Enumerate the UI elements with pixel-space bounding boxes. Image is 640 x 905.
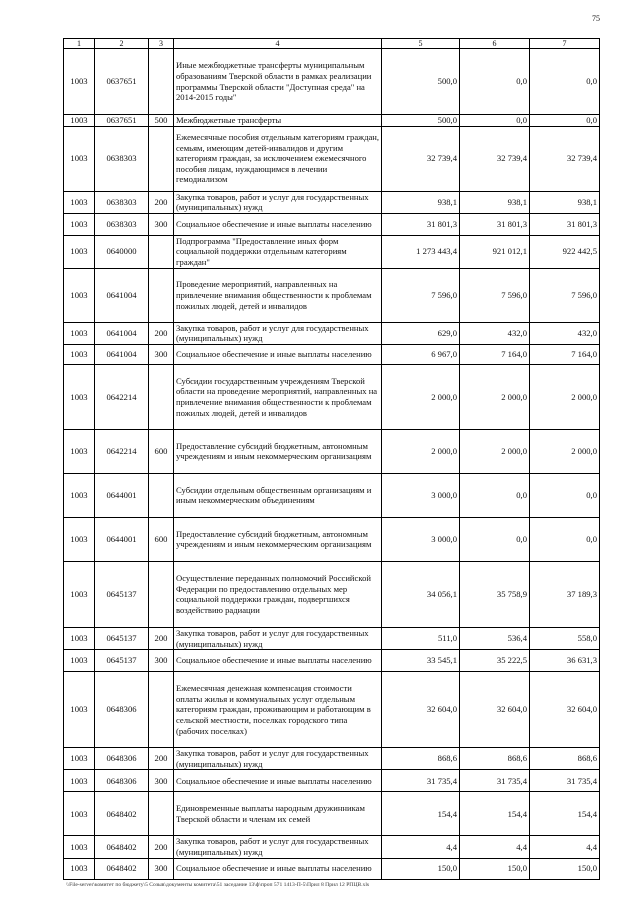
amount-col6-cell: 4,4 xyxy=(460,836,530,858)
amount-col7-cell: 4,4 xyxy=(530,836,600,858)
budget-table-body xyxy=(64,39,600,880)
description-cell: Социальное обеспечение и иные выплаты населению xyxy=(174,858,382,879)
description-cell: Субсидии государственным учреждениям Тверской области на проведение мероприятий, направленных на привлечение внимания общественности к проблемам пожилых людей, детей и инвалидов xyxy=(174,364,382,429)
amount-col6-cell: 154,4 xyxy=(460,792,530,836)
expense-type-cell: 200 xyxy=(149,191,174,213)
expense-type-cell: 300 xyxy=(149,650,174,672)
amount-col7-cell: 0,0 xyxy=(530,473,600,517)
amount-col5-cell: 6 967,0 xyxy=(382,344,460,364)
amount-col6-cell: 150,0 xyxy=(460,858,530,879)
budget-table xyxy=(63,38,600,880)
footer-file-path: \\File-server\комитет по бюджету\5 Созыв\документы комитета\51 заседание 13\ф\проп 571 1413-П-5\Прил 8 Прил 12 РПЦВ.xls xyxy=(66,882,370,888)
table-row xyxy=(64,836,600,858)
target-code-cell: 0648402 xyxy=(95,792,149,836)
amount-col7-cell: 558,0 xyxy=(530,627,600,649)
target-code-cell: 0648306 xyxy=(95,672,149,748)
table-row xyxy=(64,627,600,649)
section-code-cell: 1003 xyxy=(64,650,95,672)
section-code-cell: 1003 xyxy=(64,49,95,115)
description-cell: Закупка товаров, работ и услуг для государственных (муниципальных) нужд xyxy=(174,627,382,649)
section-code-cell: 1003 xyxy=(64,858,95,879)
table-row xyxy=(64,672,600,748)
amount-col5-cell: 938,1 xyxy=(382,191,460,213)
amount-col6-cell: 536,4 xyxy=(460,627,530,649)
expense-type-cell xyxy=(149,268,174,322)
amount-col6-cell: 32 739,4 xyxy=(460,126,530,191)
table-row xyxy=(64,517,600,561)
table-header-row xyxy=(64,39,600,49)
expense-type-cell xyxy=(149,561,174,627)
table-row xyxy=(64,858,600,879)
expense-type-cell: 200 xyxy=(149,322,174,344)
description-cell: Осуществление переданных полномочий Российской Федерации по предоставлению отдельных мер социальной поддержки граждан, подвергшихся воздействию радиации xyxy=(174,561,382,627)
amount-col6-cell: 0,0 xyxy=(460,517,530,561)
target-code-cell: 0638303 xyxy=(95,191,149,213)
target-code-cell: 0642214 xyxy=(95,364,149,429)
expense-type-cell: 300 xyxy=(149,770,174,792)
target-code-cell: 0638303 xyxy=(95,126,149,191)
amount-col6-cell: 7 596,0 xyxy=(460,268,530,322)
expense-type-cell: 300 xyxy=(149,344,174,364)
description-cell: Закупка товаров, работ и услуг для государственных (муниципальных) нужд xyxy=(174,322,382,344)
section-code-cell: 1003 xyxy=(64,322,95,344)
amount-col5-cell: 7 596,0 xyxy=(382,268,460,322)
amount-col7-cell: 7 164,0 xyxy=(530,344,600,364)
table-row xyxy=(64,235,600,268)
target-code-cell: 0648402 xyxy=(95,858,149,879)
amount-col6-cell: 35 222,5 xyxy=(460,650,530,672)
amount-col7-cell: 31 801,3 xyxy=(530,213,600,235)
amount-col6-cell: 868,6 xyxy=(460,748,530,770)
amount-col5-cell: 511,0 xyxy=(382,627,460,649)
description-cell: Субсидии отдельным общественным организациям и иным некоммерческим объединениям xyxy=(174,473,382,517)
target-code-cell: 0648402 xyxy=(95,836,149,858)
amount-col5-cell: 629,0 xyxy=(382,322,460,344)
table-row xyxy=(64,344,600,364)
target-code-cell: 0648306 xyxy=(95,770,149,792)
section-code-cell: 1003 xyxy=(64,191,95,213)
amount-col6-cell: 2 000,0 xyxy=(460,429,530,473)
target-code-cell: 0644001 xyxy=(95,517,149,561)
amount-col7-cell: 922 442,5 xyxy=(530,235,600,268)
expense-type-cell: 200 xyxy=(149,836,174,858)
table-row xyxy=(64,792,600,836)
target-code-cell: 0640000 xyxy=(95,235,149,268)
amount-col7-cell: 432,0 xyxy=(530,322,600,344)
amount-col7-cell: 32 739,4 xyxy=(530,126,600,191)
amount-col5-cell: 2 000,0 xyxy=(382,364,460,429)
amount-col5-cell: 31 735,4 xyxy=(382,770,460,792)
target-code-cell: 0641004 xyxy=(95,344,149,364)
table-row xyxy=(64,429,600,473)
description-cell: Межбюджетные трансферты xyxy=(174,115,382,127)
amount-col7-cell: 0,0 xyxy=(530,115,600,127)
description-cell: Единовременные выплаты народным дружинникам Тверской области и членам их семей xyxy=(174,792,382,836)
section-code-cell: 1003 xyxy=(64,561,95,627)
table-row xyxy=(64,561,600,627)
amount-col6-cell: 0,0 xyxy=(460,49,530,115)
section-code-cell: 1003 xyxy=(64,517,95,561)
expense-type-cell: 200 xyxy=(149,748,174,770)
description-cell: Предоставление субсидий бюджетным, автономным учреждениям и иным некоммерческим организациям xyxy=(174,429,382,473)
amount-col6-cell: 432,0 xyxy=(460,322,530,344)
table-row xyxy=(64,191,600,213)
expense-type-cell: 300 xyxy=(149,213,174,235)
amount-col5-cell: 33 545,1 xyxy=(382,650,460,672)
amount-col5-cell: 150,0 xyxy=(382,858,460,879)
header-cell: 6 xyxy=(460,39,530,49)
section-code-cell: 1003 xyxy=(64,364,95,429)
amount-col5-cell: 32 739,4 xyxy=(382,126,460,191)
description-cell: Иные межбюджетные трансферты муниципальным образованиям Тверской области в рамках реализации программы Тверской области "Доступная среда" на 2014-2015 годы" xyxy=(174,49,382,115)
target-code-cell: 0645137 xyxy=(95,650,149,672)
description-cell: Ежемесячная денежная компенсация стоимости оплаты жилья и коммунальных услуг отдельным категориям граждан, проживающим и работающим в сельской местности, поселках городского типа (рабочих поселках) xyxy=(174,672,382,748)
amount-col5-cell: 1 273 443,4 xyxy=(382,235,460,268)
target-code-cell: 0645137 xyxy=(95,561,149,627)
amount-col7-cell: 938,1 xyxy=(530,191,600,213)
section-code-cell: 1003 xyxy=(64,268,95,322)
table-row xyxy=(64,49,600,115)
description-cell: Социальное обеспечение и иные выплаты населению xyxy=(174,344,382,364)
page-number: 75 xyxy=(592,14,600,23)
amount-col7-cell: 150,0 xyxy=(530,858,600,879)
amount-col7-cell: 0,0 xyxy=(530,49,600,115)
amount-col5-cell: 3 000,0 xyxy=(382,473,460,517)
description-cell: Подпрограмма "Предоставление иных форм социальной поддержки отдельным категориям граждан" xyxy=(174,235,382,268)
expense-type-cell xyxy=(149,126,174,191)
description-cell: Закупка товаров, работ и услуг для государственных (муниципальных) нужд xyxy=(174,836,382,858)
description-cell: Социальное обеспечение и иные выплаты населению xyxy=(174,650,382,672)
amount-col7-cell: 0,0 xyxy=(530,517,600,561)
header-cell: 2 xyxy=(95,39,149,49)
description-cell: Социальное обеспечение и иные выплаты населению xyxy=(174,213,382,235)
expense-type-cell xyxy=(149,364,174,429)
section-code-cell: 1003 xyxy=(64,473,95,517)
table-row xyxy=(64,115,600,127)
table-row xyxy=(64,213,600,235)
amount-col5-cell: 868,6 xyxy=(382,748,460,770)
expense-type-cell: 600 xyxy=(149,429,174,473)
amount-col7-cell: 2 000,0 xyxy=(530,364,600,429)
description-cell: Проведение мероприятий, направленных на привлечение внимания общественности к проблемам пожилых людей, детей и инвалидов xyxy=(174,268,382,322)
amount-col6-cell: 7 164,0 xyxy=(460,344,530,364)
amount-col6-cell: 31 735,4 xyxy=(460,770,530,792)
header-cell: 1 xyxy=(64,39,95,49)
expense-type-cell xyxy=(149,792,174,836)
description-cell: Социальное обеспечение и иные выплаты населению xyxy=(174,770,382,792)
target-code-cell: 0638303 xyxy=(95,213,149,235)
amount-col6-cell: 2 000,0 xyxy=(460,364,530,429)
amount-col5-cell: 4,4 xyxy=(382,836,460,858)
amount-col6-cell: 0,0 xyxy=(460,115,530,127)
target-code-cell: 0642214 xyxy=(95,429,149,473)
target-code-cell: 0644001 xyxy=(95,473,149,517)
table-row xyxy=(64,126,600,191)
target-code-cell: 0637651 xyxy=(95,49,149,115)
expense-type-cell: 200 xyxy=(149,627,174,649)
table-row xyxy=(64,268,600,322)
amount-col5-cell: 500,0 xyxy=(382,49,460,115)
amount-col5-cell: 31 801,3 xyxy=(382,213,460,235)
description-cell: Закупка товаров, работ и услуг для государственных (муниципальных) нужд xyxy=(174,748,382,770)
header-cell: 4 xyxy=(174,39,382,49)
target-code-cell: 0641004 xyxy=(95,322,149,344)
amount-col7-cell: 31 735,4 xyxy=(530,770,600,792)
expense-type-cell: 500 xyxy=(149,115,174,127)
section-code-cell: 1003 xyxy=(64,748,95,770)
target-code-cell: 0641004 xyxy=(95,268,149,322)
section-code-cell: 1003 xyxy=(64,836,95,858)
header-cell: 3 xyxy=(149,39,174,49)
description-cell: Ежемесячные пособия отдельным категориям граждан, семьям, имеющим детей-инвалидов и другим категориям граждан, за исключением ежемесячного пособия лицам, нуждающимся в лечении гемодиализом xyxy=(174,126,382,191)
amount-col5-cell: 154,4 xyxy=(382,792,460,836)
section-code-cell: 1003 xyxy=(64,115,95,127)
amount-col6-cell: 35 758,9 xyxy=(460,561,530,627)
amount-col6-cell: 0,0 xyxy=(460,473,530,517)
amount-col7-cell: 7 596,0 xyxy=(530,268,600,322)
table-row xyxy=(64,748,600,770)
section-code-cell: 1003 xyxy=(64,344,95,364)
amount-col7-cell: 154,4 xyxy=(530,792,600,836)
amount-col6-cell: 32 604,0 xyxy=(460,672,530,748)
expense-type-cell xyxy=(149,473,174,517)
section-code-cell: 1003 xyxy=(64,770,95,792)
section-code-cell: 1003 xyxy=(64,429,95,473)
amount-col5-cell: 34 056,1 xyxy=(382,561,460,627)
amount-col5-cell: 3 000,0 xyxy=(382,517,460,561)
expense-type-cell: 300 xyxy=(149,858,174,879)
table-row xyxy=(64,770,600,792)
expense-type-cell xyxy=(149,49,174,115)
table-row xyxy=(64,364,600,429)
section-code-cell: 1003 xyxy=(64,672,95,748)
amount-col6-cell: 938,1 xyxy=(460,191,530,213)
amount-col5-cell: 2 000,0 xyxy=(382,429,460,473)
expense-type-cell xyxy=(149,235,174,268)
table-row xyxy=(64,473,600,517)
expense-type-cell xyxy=(149,672,174,748)
section-code-cell: 1003 xyxy=(64,126,95,191)
amount-col6-cell: 921 012,1 xyxy=(460,235,530,268)
section-code-cell: 1003 xyxy=(64,213,95,235)
target-code-cell: 0648306 xyxy=(95,748,149,770)
header-cell: 7 xyxy=(530,39,600,49)
amount-col5-cell: 500,0 xyxy=(382,115,460,127)
section-code-cell: 1003 xyxy=(64,627,95,649)
section-code-cell: 1003 xyxy=(64,792,95,836)
amount-col7-cell: 868,6 xyxy=(530,748,600,770)
section-code-cell: 1003 xyxy=(64,235,95,268)
table-row xyxy=(64,650,600,672)
description-cell: Предоставление субсидий бюджетным, автономным учреждениям и иным некоммерческим организациям xyxy=(174,517,382,561)
amount-col7-cell: 37 189,3 xyxy=(530,561,600,627)
header-cell: 5 xyxy=(382,39,460,49)
amount-col7-cell: 2 000,0 xyxy=(530,429,600,473)
table-row xyxy=(64,322,600,344)
expense-type-cell: 600 xyxy=(149,517,174,561)
amount-col5-cell: 32 604,0 xyxy=(382,672,460,748)
amount-col7-cell: 32 604,0 xyxy=(530,672,600,748)
description-cell: Закупка товаров, работ и услуг для государственных (муниципальных) нужд xyxy=(174,191,382,213)
target-code-cell: 0637651 xyxy=(95,115,149,127)
amount-col7-cell: 36 631,3 xyxy=(530,650,600,672)
target-code-cell: 0645137 xyxy=(95,627,149,649)
amount-col6-cell: 31 801,3 xyxy=(460,213,530,235)
